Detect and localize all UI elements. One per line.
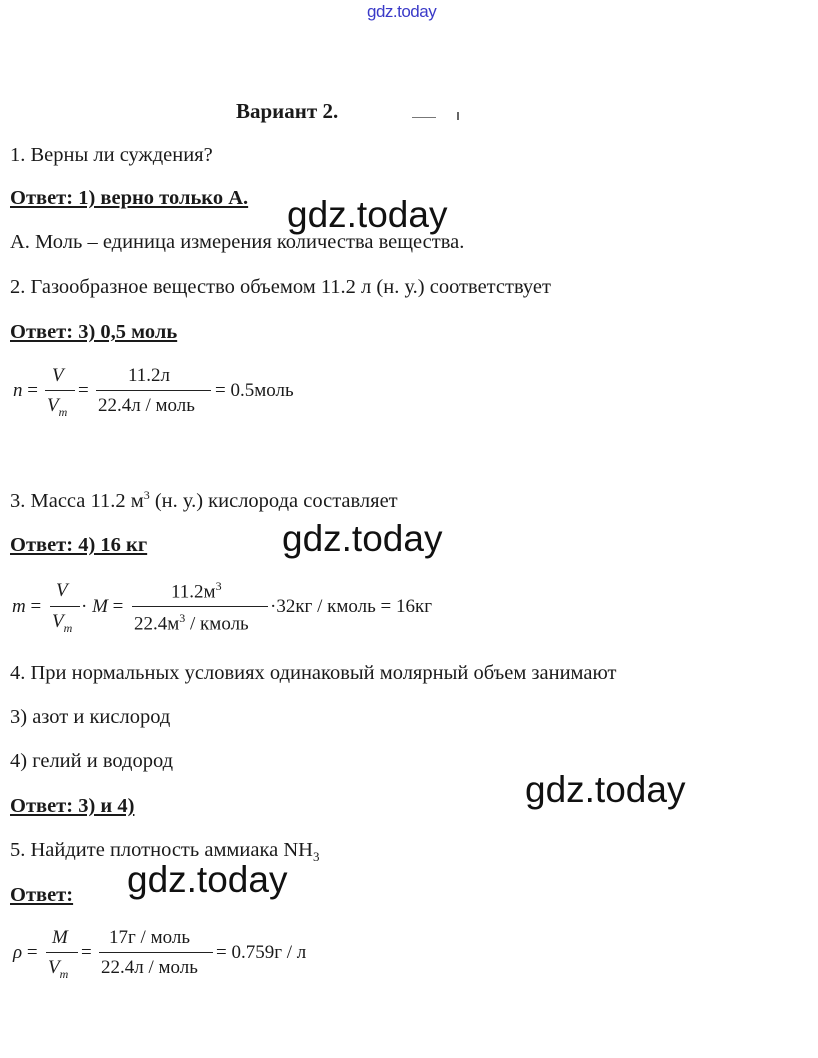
- question-5: 5. Найдите плотность аммиака $NH_3$: [10, 839, 320, 865]
- site-logo[interactable]: gdz.today: [367, 2, 437, 21]
- question-4: 4. При нормальных условиях одинаковый молярный объем занимают: [10, 662, 617, 684]
- question-1: 1. Верны ли суждения?: [10, 144, 213, 166]
- answer-4: Ответ: 3) и 4): [10, 795, 135, 817]
- watermark: gdz.today: [127, 859, 288, 900]
- answer-5: Ответ:: [10, 884, 74, 906]
- answer-3: Ответ: 4) 16 кг: [10, 534, 148, 556]
- watermark: gdz.today: [282, 518, 443, 559]
- scan-dot: [457, 112, 459, 120]
- option-4: 4) гелий и водород: [10, 750, 174, 772]
- question-2: 2. Газообразное вещество объемом 11.2 л (н. у.) соответствует: [10, 276, 551, 298]
- watermark: gdz.today: [525, 769, 686, 810]
- answer-1: Ответ: 1) верно только А.: [10, 187, 249, 209]
- watermark: gdz.today: [287, 194, 448, 235]
- question-3: 3. Масса 11.2 $м^3$ (н. у.) кислорода составляет: [10, 488, 398, 512]
- statement-a: А. Моль – единица измерения количества вещества.: [10, 231, 465, 253]
- option-3: 3) азот и кислород: [10, 706, 171, 728]
- page-title: Вариант 2.: [236, 99, 339, 123]
- answer-2: Ответ: 3) 0,5 моль: [10, 321, 178, 343]
- scan-mark: [412, 117, 436, 118]
